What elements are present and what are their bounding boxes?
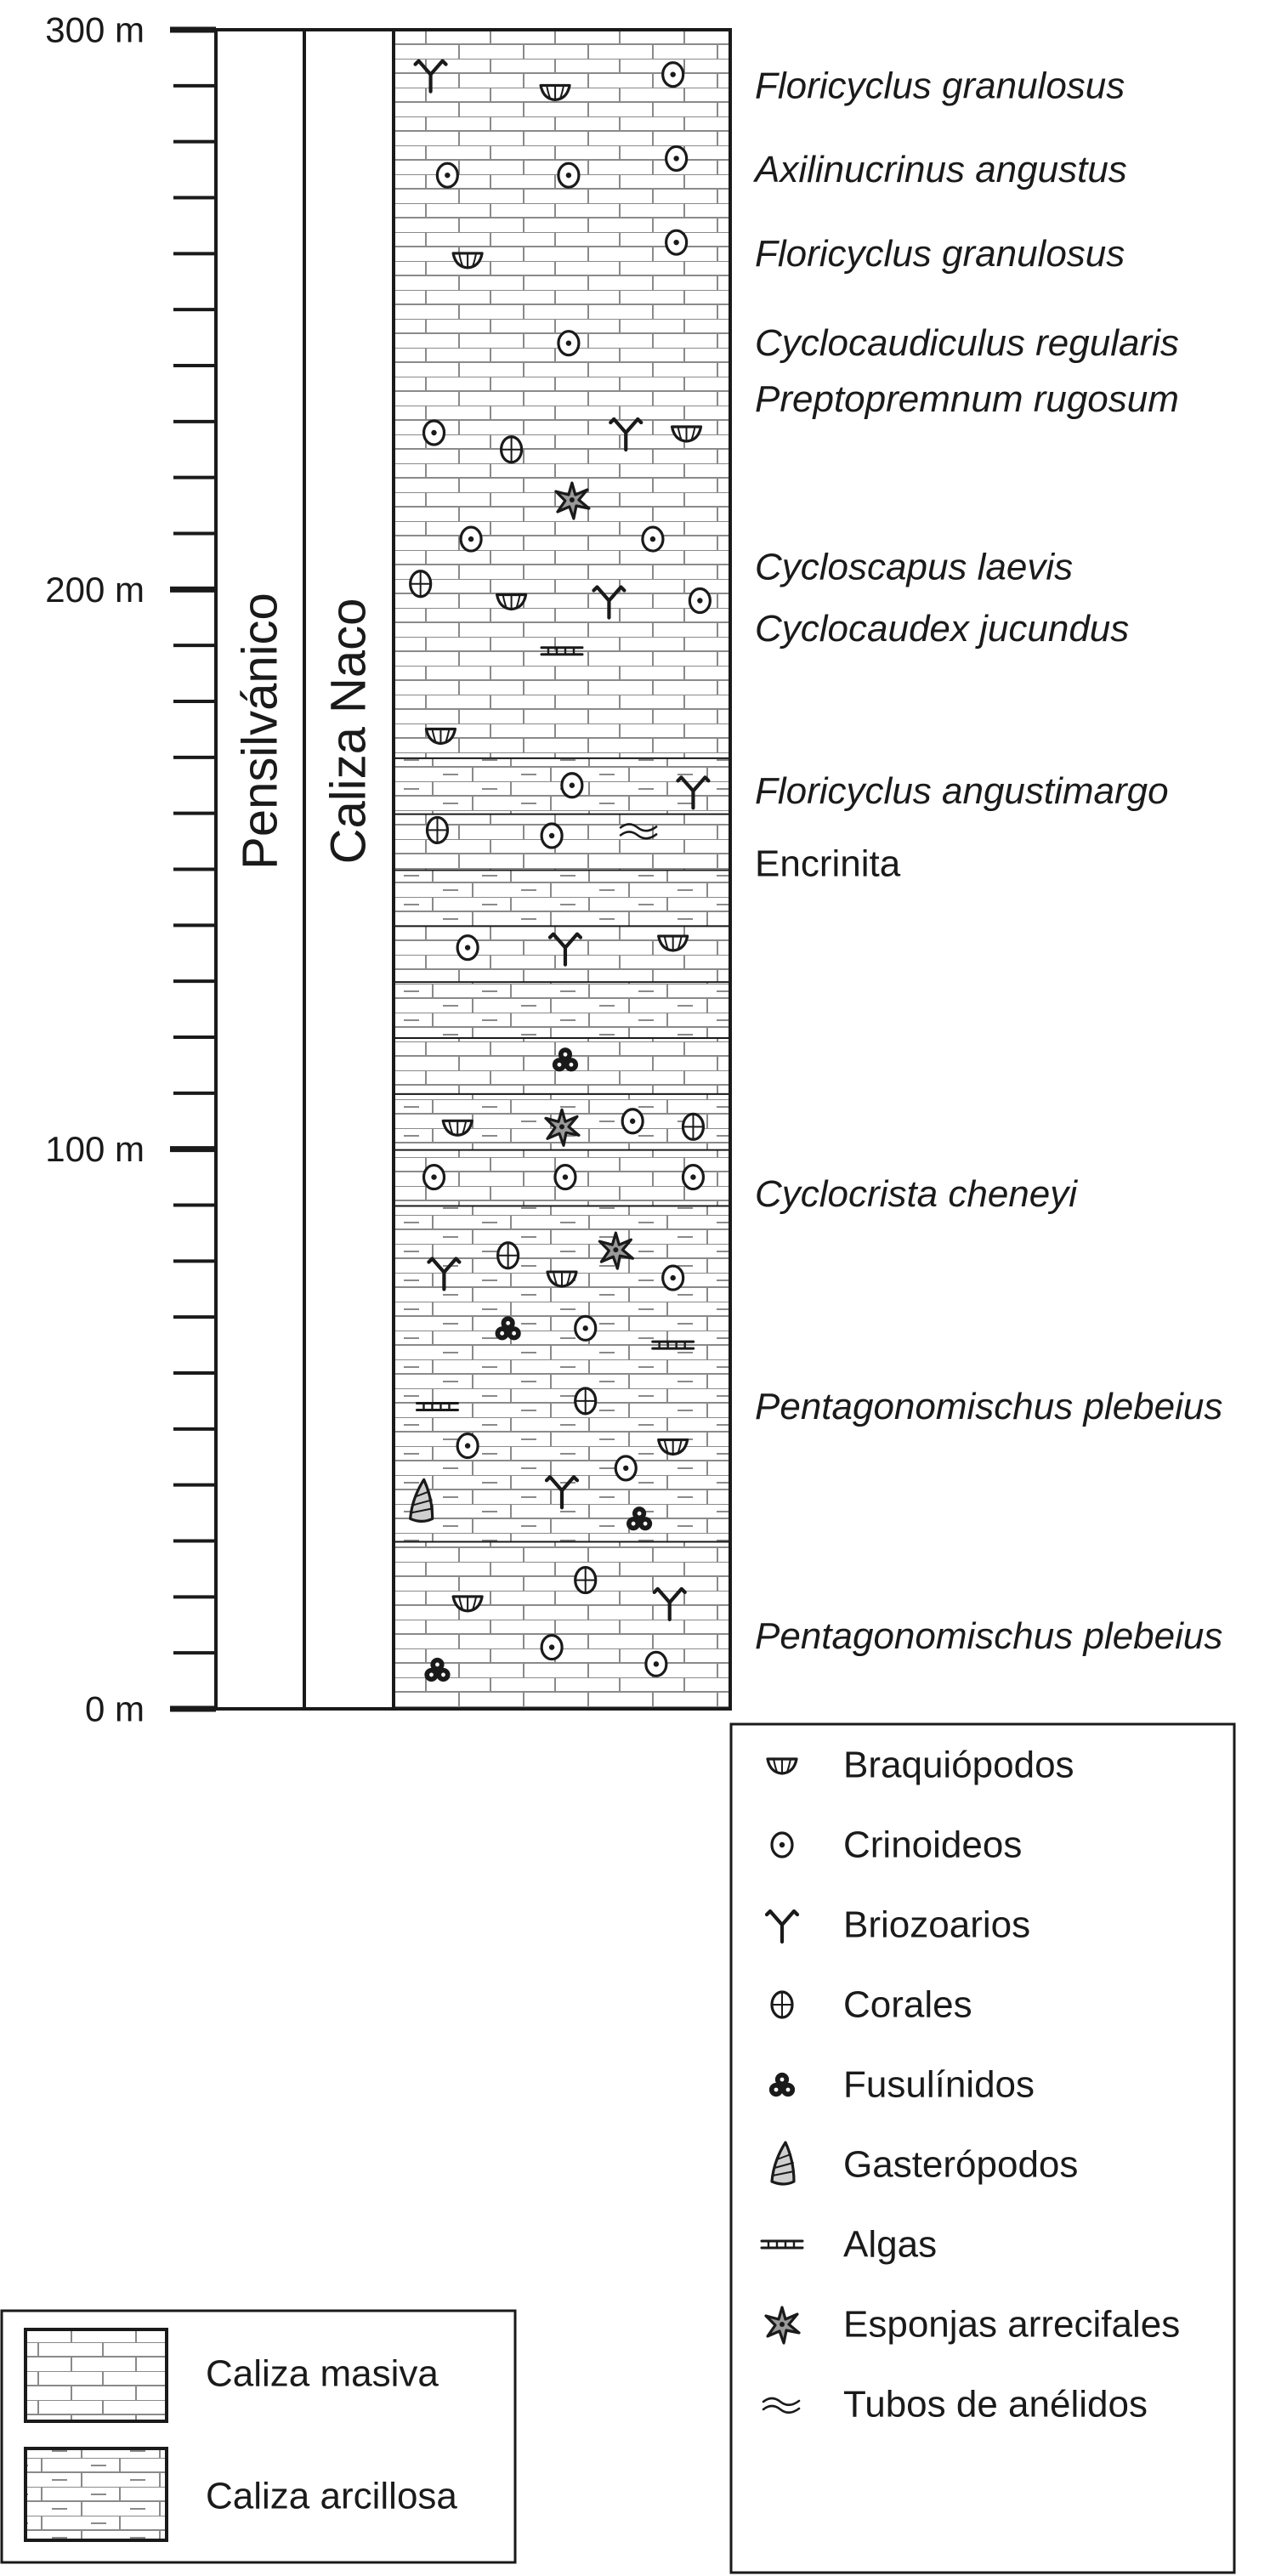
bed-caliza-masiva bbox=[394, 1541, 730, 1710]
fossil-symbol-crinoideos-icon bbox=[575, 1316, 596, 1340]
fossil-symbol-crinoideos-icon bbox=[663, 63, 683, 87]
fossil-label: Preptopremnum rugosum bbox=[755, 378, 1179, 420]
lithology-column bbox=[394, 30, 730, 1709]
fossil-symbol-crinoideos-icon bbox=[558, 332, 579, 355]
fossil-symbol-crinoideos-icon bbox=[424, 1166, 445, 1189]
fossil-symbol-crinoideos-icon bbox=[643, 527, 663, 551]
axis-tick-label: 200 m bbox=[45, 569, 145, 610]
fossil-symbol-crinoideos-icon bbox=[615, 1456, 636, 1480]
fossil-symbol-corales-icon bbox=[502, 437, 522, 462]
fossil-label: Cyclocaudiculus regularis bbox=[755, 322, 1179, 365]
period-label: Pensilvánico bbox=[232, 593, 288, 870]
fossil-label: Axilinucrinus angustus bbox=[755, 149, 1127, 191]
fossil-symbol-corales-icon bbox=[575, 1568, 596, 1593]
fossil-symbol-corales-icon bbox=[683, 1114, 703, 1139]
axis-tick-label: 100 m bbox=[45, 1129, 145, 1170]
crinoideos-icon bbox=[772, 1833, 792, 1857]
fossil-symbol-corales-icon bbox=[498, 1243, 519, 1268]
fossil-label: Floricyclus granulosus bbox=[755, 232, 1125, 275]
fossil-symbol-crinoideos-icon bbox=[555, 1166, 575, 1189]
formation-label: Caliza Naco bbox=[320, 598, 377, 865]
fossil-symbol-crinoideos-icon bbox=[558, 163, 579, 187]
fossil-label: Floricyclus angustimargo bbox=[755, 769, 1169, 812]
bed-caliza-masiva bbox=[394, 925, 730, 981]
fossil-symbol-corales-icon bbox=[427, 817, 447, 843]
corales-icon bbox=[772, 1992, 792, 2017]
fossil-label: Cycloscapus laevis bbox=[755, 546, 1074, 588]
fossil-symbol-crinoideos-icon bbox=[562, 774, 582, 797]
fossil-symbol-crinoideos-icon bbox=[437, 163, 457, 187]
legend-item-label: Algas bbox=[843, 2223, 938, 2266]
legend-item-label: Crinoideos bbox=[843, 1824, 1023, 1866]
fossil-symbol-crinoideos-icon bbox=[666, 146, 687, 170]
fossil-symbol-corales-icon bbox=[575, 1388, 596, 1414]
legend-caliza-masiva-label: Caliza masiva bbox=[206, 2352, 439, 2395]
period-column bbox=[216, 30, 304, 1709]
fossil-symbol-crinoideos-icon bbox=[689, 589, 710, 613]
legend-item-label: Esponjas arrecifales bbox=[843, 2303, 1181, 2346]
fossil-labels bbox=[752, 65, 1222, 1657]
fossil-label: Pentagonomischus plebeius bbox=[755, 1386, 1223, 1427]
legend-caliza-arcillosa-label: Caliza arcillosa bbox=[206, 2475, 457, 2517]
fossil-symbol-crinoideos-icon bbox=[457, 936, 478, 960]
fossil-symbol-crinoideos-icon bbox=[461, 527, 481, 551]
legend-item-label: Gasterópodos bbox=[843, 2143, 1079, 2186]
fossil-symbol-crinoideos-icon bbox=[646, 1652, 666, 1676]
fossil-symbol-crinoideos-icon bbox=[663, 1266, 683, 1290]
fossil-label: Encrinita bbox=[755, 843, 901, 885]
fossil-symbol-crinoideos-icon bbox=[541, 1636, 562, 1660]
axis-tick-label: 0 m bbox=[84, 1688, 145, 1729]
legend-item-label: Fusulínidos bbox=[843, 2063, 1035, 2106]
fossil-label: Cyclocrista cheneyi bbox=[755, 1172, 1078, 1215]
axis-tick-label: 300 m bbox=[45, 9, 145, 50]
legend-item-label: Corales bbox=[843, 1983, 972, 2026]
fossil-symbol-crinoideos-icon bbox=[541, 824, 562, 848]
fossil-legend bbox=[731, 1724, 1234, 2573]
fossil-label: Pentagonomischus plebeius bbox=[755, 1614, 1223, 1657]
fossil-symbol-crinoideos-icon bbox=[666, 230, 687, 254]
formation-column bbox=[304, 30, 394, 1709]
fossil-symbol-crinoideos-icon bbox=[424, 421, 445, 445]
bed-caliza-arcillosa bbox=[394, 870, 730, 926]
bed-caliza-arcillosa bbox=[394, 981, 730, 1037]
legend-item-label: Braquiópodos bbox=[843, 1744, 1074, 1786]
fossil-symbol-corales-icon bbox=[411, 571, 431, 597]
fossil-label: Cyclocaudex jucundus bbox=[755, 607, 1130, 650]
lithology-legend bbox=[2, 2311, 515, 2562]
fossil-label: Floricyclus granulosus bbox=[755, 65, 1125, 107]
depth-axis bbox=[45, 10, 216, 1729]
fossil-symbol-crinoideos-icon bbox=[683, 1166, 703, 1189]
fossil-symbol-crinoideos-icon bbox=[622, 1109, 643, 1133]
fossil-symbol-crinoideos-icon bbox=[457, 1434, 478, 1458]
legend-item-label: Briozoarios bbox=[843, 1904, 1031, 1946]
legend-item-label: Tubos de anélidos bbox=[843, 2383, 1148, 2426]
